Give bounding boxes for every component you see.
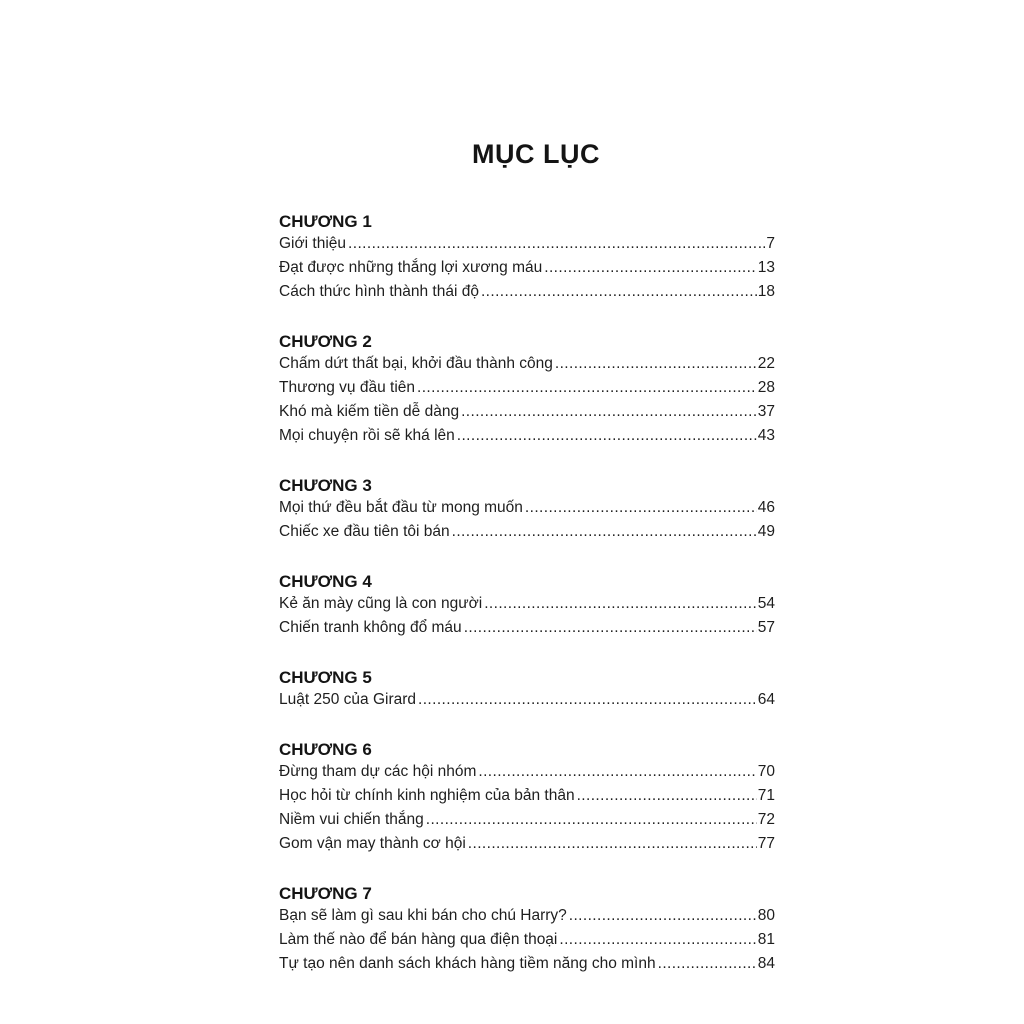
toc-entry — [279, 928, 775, 952]
chapter-heading: CHƯƠNG 1 — [279, 212, 372, 231]
toc-entry — [279, 280, 775, 304]
toc-entry-page-number: 77 — [757, 835, 775, 852]
toc-entry — [279, 256, 775, 280]
dot-leader — [484, 592, 757, 616]
toc-entry-page-number: 28 — [757, 379, 775, 396]
page-title: MỤC LỤC — [472, 139, 600, 169]
toc-entry — [279, 232, 775, 256]
dot-leader — [464, 616, 757, 640]
toc-entry — [279, 424, 775, 448]
dot-leader — [544, 256, 756, 280]
toc-entry-title: Bạn sẽ làm gì sau khi bán cho chú Harry? — [279, 907, 567, 924]
toc-entry-title: Gom vận may thành cơ hội — [279, 835, 466, 852]
toc-entry-page-number: 72 — [757, 811, 775, 828]
toc-entry — [279, 352, 775, 376]
dot-leader — [417, 376, 757, 400]
toc-entry-title: Mọi chuyện rồi sẽ khá lên — [279, 427, 455, 444]
chapter-heading: CHƯƠNG 3 — [279, 476, 372, 495]
toc-entry-title: Giới thiệu — [279, 235, 347, 252]
toc-entry-page-number: ..7 — [757, 235, 775, 252]
dot-leader — [481, 280, 757, 304]
toc-entry — [279, 520, 775, 544]
toc-entry-page-number: 37 — [757, 403, 775, 420]
toc-entry — [279, 952, 775, 976]
dot-leader — [658, 952, 757, 976]
chapter-heading: CHƯƠNG 6 — [279, 740, 372, 759]
toc-entry — [279, 904, 775, 928]
toc-entry-page-number: 71 — [757, 787, 775, 804]
toc-entry-title: Học hỏi từ chính kinh nghiệm của bản thân — [279, 787, 575, 804]
toc-entry-page-number: 54 — [757, 595, 775, 612]
toc-entry-page-number: 70 — [757, 763, 775, 780]
toc-entry-title: Khó mà kiếm tiền dễ dàng — [279, 403, 460, 420]
dot-leader — [457, 424, 757, 448]
toc-entry-title: Chiến tranh không đổ máu — [279, 619, 462, 636]
toc-entry-page-number: 80 — [757, 907, 775, 924]
chapter-section — [279, 736, 775, 856]
toc-entry-title: Kẻ ăn mày cũng là con người — [279, 595, 483, 612]
toc-entry — [279, 496, 775, 520]
toc-entry-page-number: 57 — [757, 619, 775, 636]
toc-entry — [279, 376, 775, 400]
toc-entry-title: Đừng tham dự các hội nhóm — [279, 763, 477, 780]
toc-entry-page-number: 18 — [757, 283, 775, 300]
toc-entry-title: Mọi thứ đều bắt đầu từ mong muốn — [279, 499, 523, 516]
toc-entry — [279, 760, 775, 784]
table-of-contents — [279, 208, 775, 1000]
chapter-section — [279, 472, 775, 544]
chapter-section — [279, 208, 775, 304]
chapter-heading: CHƯƠNG 2 — [279, 332, 372, 351]
dot-leader — [478, 760, 756, 784]
dot-leader — [452, 520, 757, 544]
toc-entry-title: Cách thức hình thành thái độ — [279, 283, 479, 300]
toc-entry-page-number: 13 — [757, 259, 775, 276]
dot-leader — [348, 232, 757, 256]
toc-entry-title: Tự tạo nên danh sách khách hàng tiềm năng cho mình — [279, 955, 656, 972]
toc-entry-page-number: 84 — [757, 955, 775, 972]
dot-leader — [468, 832, 757, 856]
toc-entry — [279, 592, 775, 616]
dot-leader — [559, 928, 756, 952]
dot-leader — [525, 496, 757, 520]
dot-leader — [426, 808, 757, 832]
chapter-heading: CHƯƠNG 7 — [279, 884, 372, 903]
chapter-section — [279, 664, 775, 712]
dot-leader — [555, 352, 757, 376]
toc-entry-title: Làm thế nào để bán hàng qua điện thoại — [279, 931, 558, 948]
toc-entry — [279, 688, 775, 712]
toc-entry-title: Thương vụ đầu tiên — [279, 379, 416, 396]
dot-leader — [569, 904, 757, 928]
dot-leader — [461, 400, 757, 424]
toc-entry-title: Niềm vui chiến thắng — [279, 811, 424, 828]
toc-entry-page-number: 22 — [757, 355, 775, 372]
toc-entry — [279, 808, 775, 832]
toc-entry — [279, 784, 775, 808]
toc-entry-page-number: 46 — [757, 499, 775, 516]
toc-entry — [279, 616, 775, 640]
chapter-heading: CHƯƠNG 4 — [279, 572, 372, 591]
chapter-section — [279, 568, 775, 640]
toc-entry-title: Đạt được những thắng lợi xương máu — [279, 259, 543, 276]
toc-entry-title: Chấm dứt thất bại, khởi đầu thành công — [279, 355, 553, 372]
dot-leader — [418, 688, 757, 712]
toc-entry — [279, 832, 775, 856]
chapter-heading: CHƯƠNG 5 — [279, 668, 372, 687]
dot-leader — [577, 784, 757, 808]
chapter-section — [279, 328, 775, 448]
toc-entry-title: Chiếc xe đầu tiên tôi bán — [279, 523, 450, 540]
toc-entry-page-number: 81 — [757, 931, 775, 948]
chapter-section — [279, 880, 775, 976]
toc-entry-page-number: 64 — [757, 691, 775, 708]
toc-entry-page-number: 49 — [757, 523, 775, 540]
toc-entry-title: Luật 250 của Girard — [279, 691, 417, 708]
toc-entry-page-number: 43 — [757, 427, 775, 444]
toc-entry — [279, 400, 775, 424]
